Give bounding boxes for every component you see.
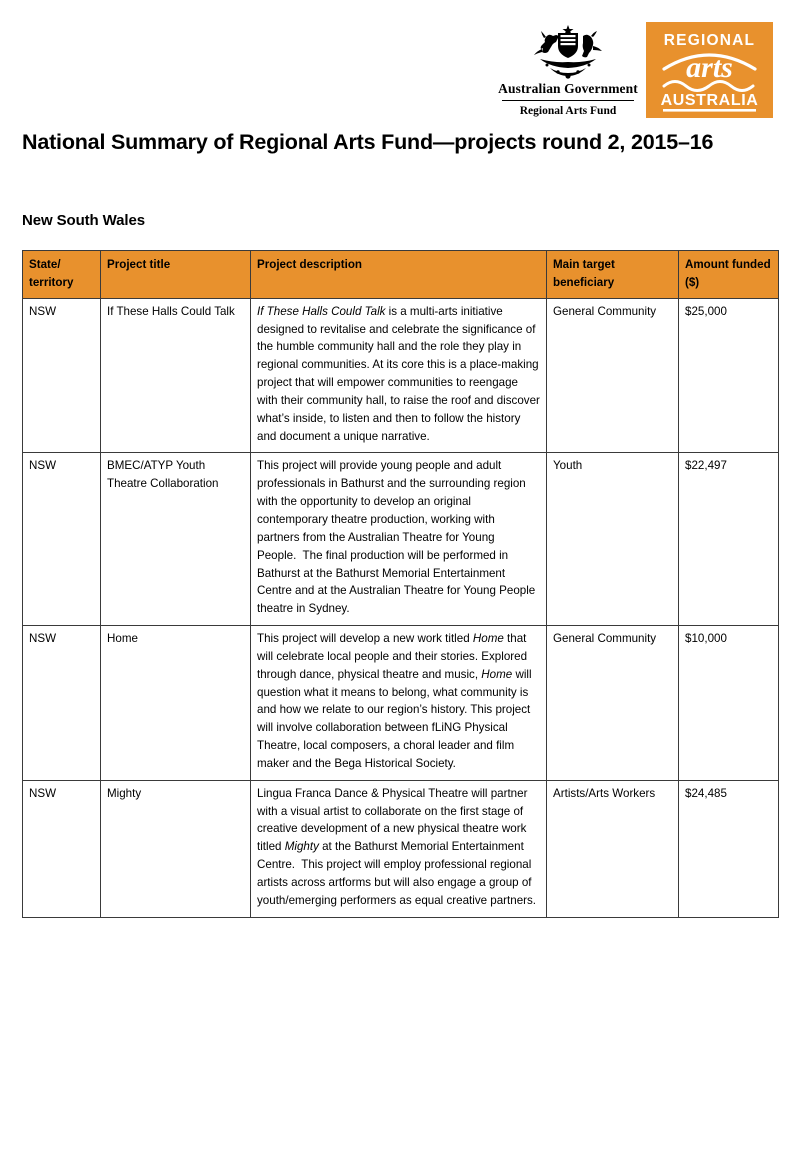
- cell-project-title: BMEC/ATYP Youth Theatre Collaboration: [101, 453, 251, 626]
- government-logo-divider: [502, 100, 634, 101]
- australian-government-logo: [494, 22, 642, 117]
- cell-amount: $25,000: [679, 298, 779, 453]
- cell-state: NSW: [23, 453, 101, 626]
- svg-text:AUSTRALIA: AUSTRALIA: [660, 92, 759, 109]
- cell-state: NSW: [23, 780, 101, 917]
- column-header-project-title: Project title: [101, 251, 251, 299]
- cell-beneficiary: Youth: [547, 453, 679, 626]
- cell-project-description: If These Halls Could Talk is a multi-arts initiative designed to revitalise and celebrate the significance of the humble community hall and the role they play in regional communities. At its core this is a place-making project that will empower communities to reengage with their community hall, to raise the roof and discover what’s inside, to listen and then to follow the history and document a unique narrative.: [251, 298, 547, 453]
- cell-amount: $10,000: [679, 626, 779, 781]
- australian-coat-of-arms-icon: [520, 24, 616, 82]
- cell-state: NSW: [23, 298, 101, 453]
- cell-project-description: This project will provide young people and adult professionals in Bathurst and the surrounding region with the opportunity to develop an original contemporary theatre production, working with partners from the Australian Theatre for Young People. The final production will be performed in Bathurst at the Bathurst Memorial Entertainment Centre and at the Australian Theatre for Young People theatre in Sydney.: [251, 453, 547, 626]
- cell-beneficiary: Artists/Arts Workers: [547, 780, 679, 917]
- regional-arts-australia-logo-icon: [646, 22, 773, 118]
- column-header-amount: Amount funded ($): [679, 251, 779, 299]
- cell-project-title: Mighty: [101, 780, 251, 917]
- regional-arts-australia-logo: [646, 22, 773, 118]
- logo-bar: [494, 22, 773, 118]
- svg-text:arts: arts: [686, 51, 733, 84]
- cell-project-description: Lingua Franca Dance & Physical Theatre will partner with a visual artist to collaborate on the first stage of creative development of a new physical theatre work titled Mighty at the Bathurst Memorial Entertainment Centre. This project will employ professional regional artists across artforms but will also engage a group of youth/emerging performers as equal creative partners.: [251, 780, 547, 917]
- table-row: [23, 453, 779, 626]
- government-logo-name: Australian Government: [498, 81, 638, 96]
- table-header: [23, 251, 779, 299]
- cell-amount: $22,497: [679, 453, 779, 626]
- column-header-beneficiary: Main target beneficiary: [547, 251, 679, 299]
- cell-project-title: If These Halls Could Talk: [101, 298, 251, 453]
- cell-beneficiary: General Community: [547, 626, 679, 781]
- table-row: [23, 626, 779, 781]
- cell-amount: $24,485: [679, 780, 779, 917]
- table-body: [23, 298, 779, 917]
- svg-text:REGIONAL: REGIONAL: [663, 32, 756, 49]
- cell-state: NSW: [23, 626, 101, 781]
- page-title: National Summary of Regional Arts Fund—projects round 2, 2015–16: [22, 130, 714, 154]
- government-logo-subtitle: Regional Arts Fund: [519, 104, 617, 117]
- column-header-project-description: Project description: [251, 251, 547, 299]
- cell-project-title: Home: [101, 626, 251, 781]
- table-header-row: [23, 251, 779, 299]
- section-heading-state: New South Wales: [22, 212, 145, 229]
- column-header-state: State/ territory: [23, 251, 101, 299]
- table-row: [23, 298, 779, 453]
- cell-project-description: This project will develop a new work titled Home that will celebrate local people and their stories. Explored through dance, physical theatre and music, Home will question what it means to belong, what community is and how we relate to our region’s history. This project will involve collaboration between fLiNG Physical Theatre, local composers, a choral leader and film maker and the Bega Historical Society.: [251, 626, 547, 781]
- table-row: [23, 780, 779, 917]
- cell-beneficiary: General Community: [547, 298, 679, 453]
- projects-table: [22, 250, 779, 918]
